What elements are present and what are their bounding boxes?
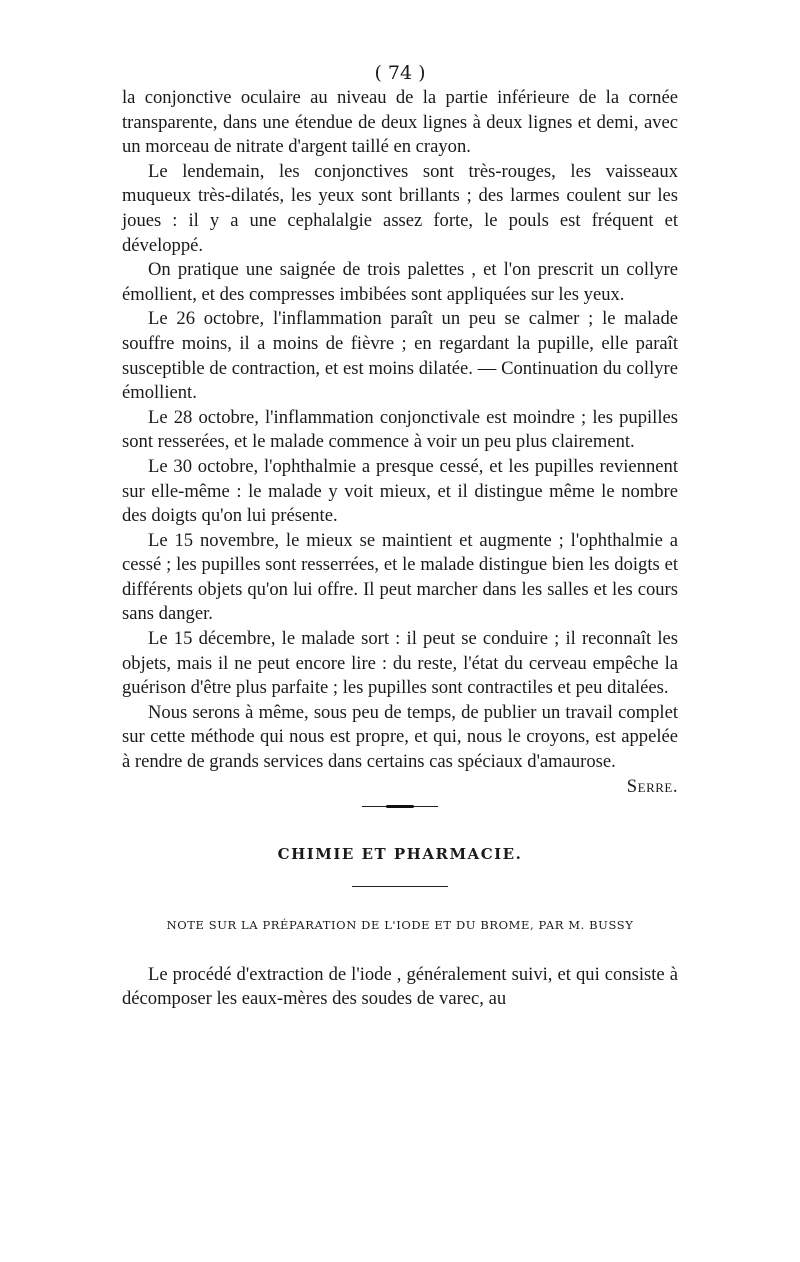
ornamental-separator <box>362 805 438 808</box>
section-rule <box>352 886 448 887</box>
article-body <box>122 963 678 1012</box>
author-signature: Serre. <box>626 775 678 797</box>
paragraph-saignee: On pratique une saignée de trois palettes , et l'on prescrit un collyre émollient, et des compresses imbibées sont appliquées sur les yeux. <box>122 259 678 305</box>
article-title: NOTE SUR LA PRÉPARATION DE L'IODE ET DU BROME, PAR M. BUSSY <box>166 917 634 932</box>
paragraph-26-octobre: Le 26 octobre, l'inflammation paraît un peu se calmer ; le malade souffre moins, il a moins de fièvre ; en regardant la pupille, elle paraît susceptible de contraction, et est moins dilatée. — Continuation du collyre émollient. <box>122 308 678 404</box>
paragraph-30-octobre: Le 30 octobre, l'ophthalmie a presque cessé, et les pupilles reviennent sur elle-même : le malade y voit mieux, et il distingue même le nombre des doigts qu'on lui présente. <box>122 455 678 527</box>
paragraph-conclusion-text: Nous serons à même, sous peu de temps, de publier un travail complet sur cette méthode qui nous est propre, et qui, nous le croyons, est appelée à rendre de grands services dans certains cas spéciaux d'amaurose. <box>122 701 678 773</box>
paragraph-lendemain: Le lendemain, les conjonctives sont très-rouges, les vaisseaux muqueux très-dilatés, les yeux sont brillants ; des larmes coulent sur les joues : il y a une cephalalgie assez forte, le pouls est fréquent et développé. <box>122 160 678 256</box>
paragraph-conclusion <box>122 701 678 797</box>
paragraph-15-novembre: Le 15 novembre, le mieux se maintient et augmente ; l'ophthalmie a cessé ; les pupilles sont resserrées, et le malade distingue bien les doigts et différents objets qu'on lui offre. Il peut marcher dans les salles et les cours sans danger. <box>122 529 678 625</box>
section-title: CHIMIE ET PHARMACIE. <box>277 844 523 863</box>
article-first-paragraph: Le procédé d'extraction de l'iode , généralement suivi, et qui consiste à décomposer les eaux-mères des soudes de varec, au <box>122 963 678 1010</box>
paragraph-continuation: la conjonctive oculaire au niveau de la partie inférieure de la cornée transparente, dans une étendue de deux lignes à deux lignes et demi, avec un morceau de nitrate d'argent taillé en crayon. <box>122 87 678 158</box>
page <box>122 60 678 1012</box>
separator-thick-line <box>386 805 414 808</box>
paragraph-28-octobre: Le 28 octobre, l'inflammation conjonctivale est moindre ; les pupilles sont resserées, et le malade commence à voir un peu plus clairement. <box>122 406 678 453</box>
paragraph-15-decembre: Le 15 décembre, le malade sort : il peut se conduire ; il reconnaît les objets, mais il ne peut encore lire : du reste, l'état du cerveau empêche la guérison d'être plus parfaite ; les pupilles sont contractiles et peu ditalées. <box>122 628 678 699</box>
page-number: ( 74 ) <box>374 62 426 84</box>
